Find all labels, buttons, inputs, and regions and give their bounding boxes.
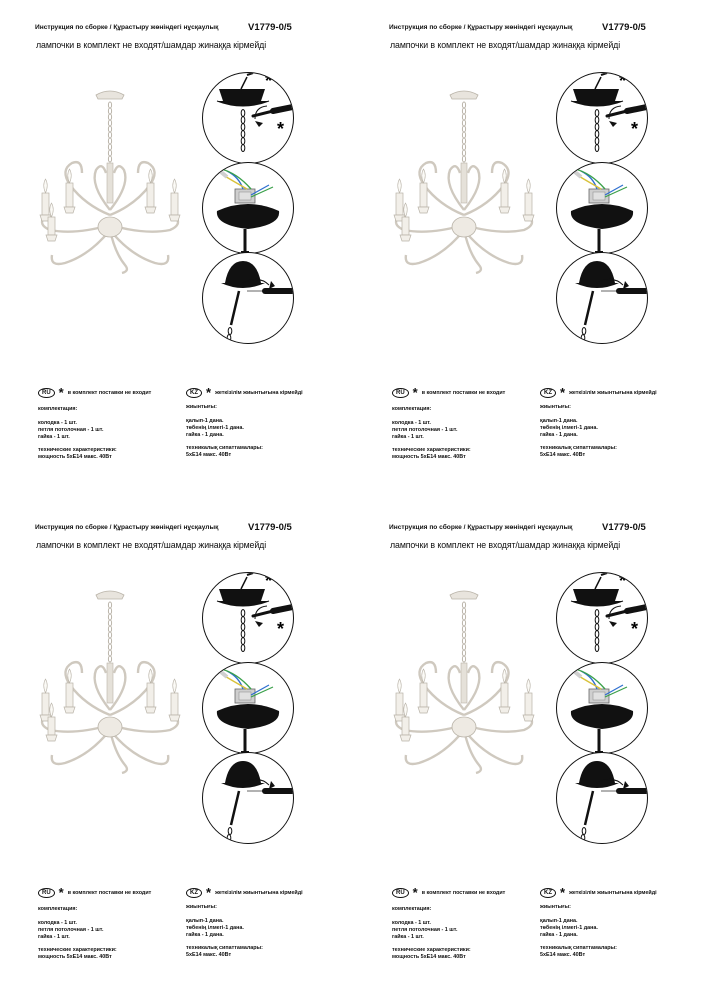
kz-badge: KZ: [186, 388, 202, 398]
ru-badge: RU: [38, 388, 55, 398]
kz-tech: техникалық сипаттамалары: 5хЕ14 макс. 40Вт: [186, 445, 263, 458]
star-icon: *: [560, 385, 566, 400]
ru-legend: [392, 385, 506, 400]
header-subtitle: лампочки в комплект не входят/шамдар жинаққа кірмейді: [390, 40, 621, 50]
ru-tech: технические характеристики: мощность 5хЕ14 макс. 40Вт: [38, 947, 117, 960]
star-icon: *: [58, 885, 64, 900]
kz-tech: техникалық сипаттамалары: 5хЕ14 макс. 40Вт: [540, 445, 617, 458]
ru-legend: [38, 385, 152, 400]
ru-tech: технические характеристики: мощность 5хЕ14 макс. 40Вт: [38, 447, 117, 460]
kz-note: жеткізілім жиынтығына кірмейді: [215, 390, 303, 396]
step-1-ceiling-mount: [202, 72, 294, 164]
ru-tech: технические характеристики: мощность 5хЕ14 макс. 40Вт: [392, 447, 471, 460]
step-2-wiring: [556, 662, 648, 754]
star-icon: *: [206, 885, 212, 900]
ru-note: в комплект поставки не входит: [67, 890, 152, 896]
instruction-sheet-3: [0, 500, 353, 1000]
step-3-cup-fixing: [556, 752, 648, 844]
step-1-ceiling-mount: [202, 572, 294, 664]
kz-legend: [540, 385, 657, 400]
step-3-cup-fixing: [202, 752, 294, 844]
ru-tech: технические характеристики: мощность 5хЕ14 макс. 40Вт: [392, 947, 471, 960]
star-icon: *: [206, 385, 212, 400]
chandelier-illustration: [384, 85, 544, 285]
header-title: Инструкция по сборке / Құрастыру жөніндегі нұсқаулық V1779-0/5: [389, 522, 646, 533]
ru-badge: RU: [38, 888, 55, 898]
kz-note: жеткізілім жиынтығына кірмейді: [569, 890, 657, 896]
kz-badge: KZ: [186, 888, 202, 898]
step-1-ceiling-mount: [556, 572, 648, 664]
step-2-wiring: [556, 162, 648, 254]
step-3-cup-fixing: [556, 252, 648, 344]
kz-legend: [186, 385, 303, 400]
ru-kit-list: колодка - 1 шт. петля потолочная - 1 шт. гайка - 1 шт.: [392, 920, 458, 940]
star-icon: *: [560, 885, 566, 900]
ru-kit-heading: комплектация:: [392, 406, 432, 412]
ru-note: в комплект поставки не входит: [67, 390, 152, 396]
chandelier-illustration: [384, 585, 544, 785]
kz-note: жеткізілім жиынтығына кірмейді: [569, 390, 657, 396]
header-subtitle: лампочки в комплект не входят/шамдар жинаққа кірмейді: [36, 540, 267, 550]
instruction-sheet-2: [354, 0, 707, 500]
ru-kit-list: колодка - 1 шт. петля потолочная - 1 шт. гайка - 1 шт.: [38, 420, 104, 440]
instruction-sheet-4: [354, 500, 707, 1000]
ru-note: в комплект поставки не входит: [421, 390, 506, 396]
ru-badge: RU: [392, 888, 409, 898]
ru-kit-heading: комплектация:: [38, 406, 78, 412]
star-icon: *: [58, 385, 64, 400]
chandelier-illustration: [30, 585, 190, 785]
ru-kit-list: колодка - 1 шт. петля потолочная - 1 шт. гайка - 1 шт.: [392, 420, 458, 440]
header-title: Инструкция по сборке / Құрастыру жөніндегі нұсқаулық V1779-0/5: [35, 22, 292, 33]
model-code: V1779-0/5: [248, 522, 292, 533]
star-icon: *: [412, 385, 418, 400]
kz-tech: техникалық сипаттамалары: 5хЕ14 макс. 40Вт: [540, 945, 617, 958]
step-2-wiring: [202, 162, 294, 254]
kz-kit-list: қалып-1 дана. төбенің ілмегі-1 дана. гайка - 1 дана.: [540, 418, 598, 438]
kz-kit-heading: жиынтығы:: [186, 904, 217, 910]
star-icon: *: [412, 885, 418, 900]
instruction-sheet-1: [0, 0, 353, 500]
ru-note: в комплект поставки не входит: [421, 890, 506, 896]
step-1-ceiling-mount: [556, 72, 648, 164]
ru-kit-list: колодка - 1 шт. петля потолочная - 1 шт. гайка - 1 шт.: [38, 920, 104, 940]
header-title: Инструкция по сборке / Құрастыру жөніндегі нұсқаулық V1779-0/5: [389, 22, 646, 33]
kz-note: жеткізілім жиынтығына кірмейді: [215, 890, 303, 896]
model-code: V1779-0/5: [602, 522, 646, 533]
kz-kit-list: қалып-1 дана. төбенің ілмегі-1 дана. гайка - 1 дана.: [540, 918, 598, 938]
kz-badge: KZ: [540, 388, 556, 398]
kz-badge: KZ: [540, 888, 556, 898]
kz-legend: [540, 885, 657, 900]
header-title: Инструкция по сборке / Құрастыру жөніндегі нұсқаулық V1779-0/5: [35, 522, 292, 533]
ru-kit-heading: комплектация:: [38, 906, 78, 912]
model-code: V1779-0/5: [248, 22, 292, 33]
kz-kit-heading: жиынтығы:: [186, 404, 217, 410]
model-code: V1779-0/5: [602, 22, 646, 33]
ru-kit-heading: комплектация:: [392, 906, 432, 912]
header-subtitle: лампочки в комплект не входят/шамдар жинаққа кірмейді: [390, 540, 621, 550]
kz-kit-list: қалып-1 дана. төбенің ілмегі-1 дана. гайка - 1 дана.: [186, 418, 244, 438]
kz-tech: техникалық сипаттамалары: 5хЕ14 макс. 40Вт: [186, 945, 263, 958]
step-3-cup-fixing: [202, 252, 294, 344]
kz-kit-list: қалып-1 дана. төбенің ілмегі-1 дана. гайка - 1 дана.: [186, 918, 244, 938]
ru-legend: [392, 885, 506, 900]
ru-legend: [38, 885, 152, 900]
chandelier-illustration: [30, 85, 190, 285]
kz-legend: [186, 885, 303, 900]
header-subtitle: лампочки в комплект не входят/шамдар жинаққа кірмейді: [36, 40, 267, 50]
step-2-wiring: [202, 662, 294, 754]
kz-kit-heading: жиынтығы:: [540, 404, 571, 410]
kz-kit-heading: жиынтығы:: [540, 904, 571, 910]
ru-badge: RU: [392, 388, 409, 398]
